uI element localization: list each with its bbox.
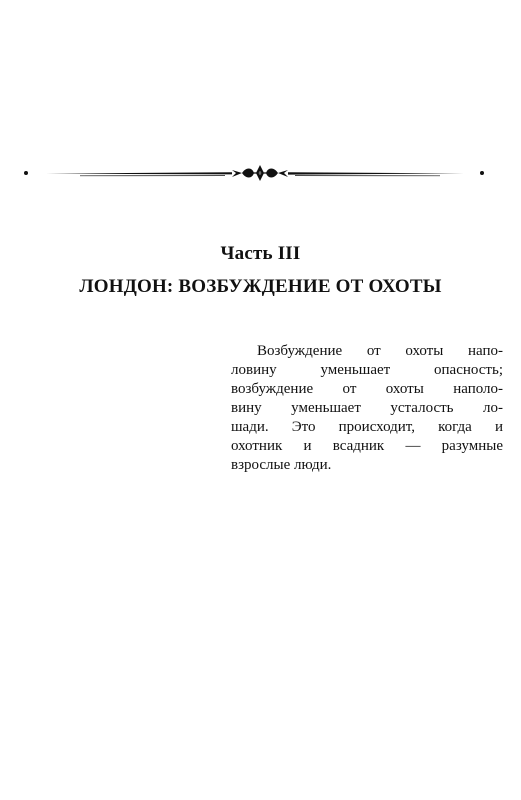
epigraph-line: ловину уменьшает опасность; xyxy=(231,362,503,378)
epigraph xyxy=(231,342,503,475)
epigraph-line: вину уменьшает усталость ло- xyxy=(231,400,503,416)
epigraph-line: шади. Это происходит, когда и xyxy=(231,419,503,435)
epigraph-line: охотник и всадник — разумные xyxy=(231,438,503,454)
epigraph-line: возбуждение от охоты наполо- xyxy=(231,381,503,397)
part-number-heading: Часть III xyxy=(220,243,301,264)
epigraph-line: Возбуждение от охоты напо- xyxy=(257,343,503,359)
decorative-divider-icon xyxy=(20,158,490,188)
epigraph-line: взрослые люди. xyxy=(231,457,332,473)
part-title-heading: ЛОНДОН: ВОЗБУЖДЕНИЕ ОТ ОХОТЫ xyxy=(79,276,442,297)
